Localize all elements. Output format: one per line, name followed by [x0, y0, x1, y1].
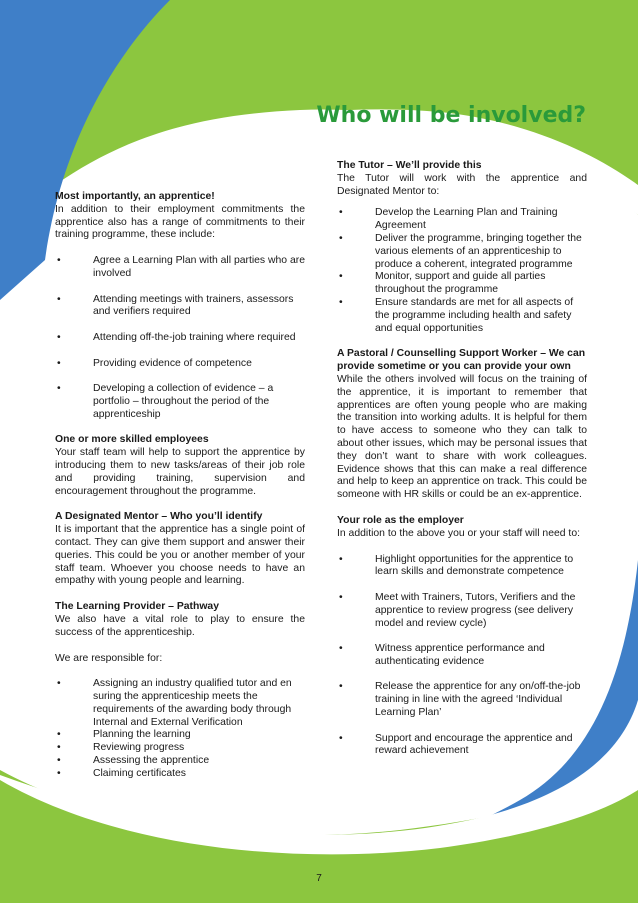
- tutor-duties-list: [337, 207, 587, 335]
- tutor-section: [337, 160, 587, 335]
- list-item: • Reviewing progress: [55, 742, 305, 755]
- provider-responsible: We are responsible for:: [55, 652, 163, 664]
- provider-section: [55, 601, 305, 781]
- apprentice-section: [55, 191, 305, 422]
- list-item: • Attending meetings with trainers, assessors and verifiers required: [55, 294, 305, 320]
- mentor-section: [55, 511, 305, 588]
- list-item: • Assigning an industry qualified tutor and en suring the apprenticeship meets the requirements of the awarding body through Internal and External Verification: [55, 678, 305, 729]
- pastoral-text: While the others involved will focus on the training of the apprentice, it is important to remember that apprentices are often young people who are making the transition into working adults. It is helpful for them to have access to someone who they can talk to about other issues, which may be personal issues that they don’t want to share with work colleagues. Evidence shows that this can make a real difference and help to keep an apprentice on track. This could be someone with HR skills or could be an ex-apprentice.: [337, 373, 587, 501]
- mentor-text: It is important that the apprentice has a single point of contact. They can give them support and answer their queries. This could be you or another member of your staff team. Whoever you choose needs to have an empathy with young people and learning.: [55, 524, 305, 587]
- apprentice-heading: Most importantly, an apprentice!: [55, 191, 215, 202]
- employees-heading: One or more skilled employees: [55, 434, 209, 446]
- employer-section: [337, 515, 587, 758]
- pastoral-section: [337, 348, 587, 502]
- provider-responsibilities-list: [55, 678, 305, 780]
- list-item: • Attending off-the-job training where required: [55, 332, 305, 345]
- list-item: • Meet with Trainers, Tutors, Verifiers and the apprentice to review progress (see delivery model and review cycle): [337, 592, 587, 630]
- list-item: • Planning the learning: [55, 729, 305, 742]
- employer-text: In addition to the above you or your staff will need to:: [337, 527, 580, 539]
- list-item: • Agree a Learning Plan with all parties who are involved: [55, 255, 305, 281]
- list-item: • Developing a collection of evidence – a portfolio – throughout the period of the apprenticeship: [55, 383, 305, 421]
- list-item: • Highlight opportunities for the apprentice to learn skills and demonstrate competence: [337, 554, 587, 580]
- page-number: 7: [316, 873, 322, 884]
- list-item: • Ensure standards are met for all aspects of the programme including health and safety and equal opportunities: [337, 297, 587, 335]
- left-column: [55, 191, 305, 781]
- tutor-text: The Tutor will work with the apprentice and Designated Mentor to:: [337, 172, 587, 197]
- pastoral-heading: A Pastoral / Counselling Support Worker – We can provide sometime or you can provide your own: [337, 348, 586, 373]
- apprentice-intro: In addition to their employment commitments the apprentice also has a range of commitments to their training programme, these include:: [55, 203, 305, 241]
- list-item: • Claiming certificates: [55, 768, 305, 781]
- list-item: • Deliver the programme, bringing together the various elements of an apprenticeship to produce a coherent, integrated programme: [337, 233, 587, 271]
- tutor-heading: The Tutor – We’ll provide this: [337, 160, 482, 171]
- provider-text: We also have a vital role to play to ensure the success of the apprenticeship.: [55, 613, 305, 638]
- provider-heading: The Learning Provider – Pathway: [55, 601, 219, 613]
- employer-duties-list: [337, 554, 587, 759]
- list-item: • Develop the Learning Plan and Training Agreement: [337, 207, 587, 233]
- apprentice-commitments-list: [55, 255, 305, 421]
- list-item: • Providing evidence of competence: [55, 358, 305, 371]
- list-item: • Monitor, support and guide all parties throughout the programme: [337, 271, 587, 297]
- right-column: [337, 160, 587, 771]
- employer-heading: Your role as the employer: [337, 514, 464, 526]
- mentor-heading: A Designated Mentor – Who you’ll identify: [55, 511, 263, 523]
- employees-text: Your staff team will help to support the apprentice by introducing them to new tasks/areas of their job role and providing training, supervision and encouragement throughout the programme.: [55, 447, 305, 497]
- list-item: • Release the apprentice for any on/off-the-job training in line with the agreed ‘Individual Learning Plan’: [337, 681, 587, 719]
- page-title: Who will be involved?: [316, 103, 586, 128]
- list-item: • Support and encourage the apprentice and reward achievement: [337, 733, 587, 759]
- list-item: • Assessing the apprentice: [55, 755, 305, 768]
- list-item: • Witness apprentice performance and authenticating evidence: [337, 643, 587, 669]
- employees-section: [55, 434, 305, 498]
